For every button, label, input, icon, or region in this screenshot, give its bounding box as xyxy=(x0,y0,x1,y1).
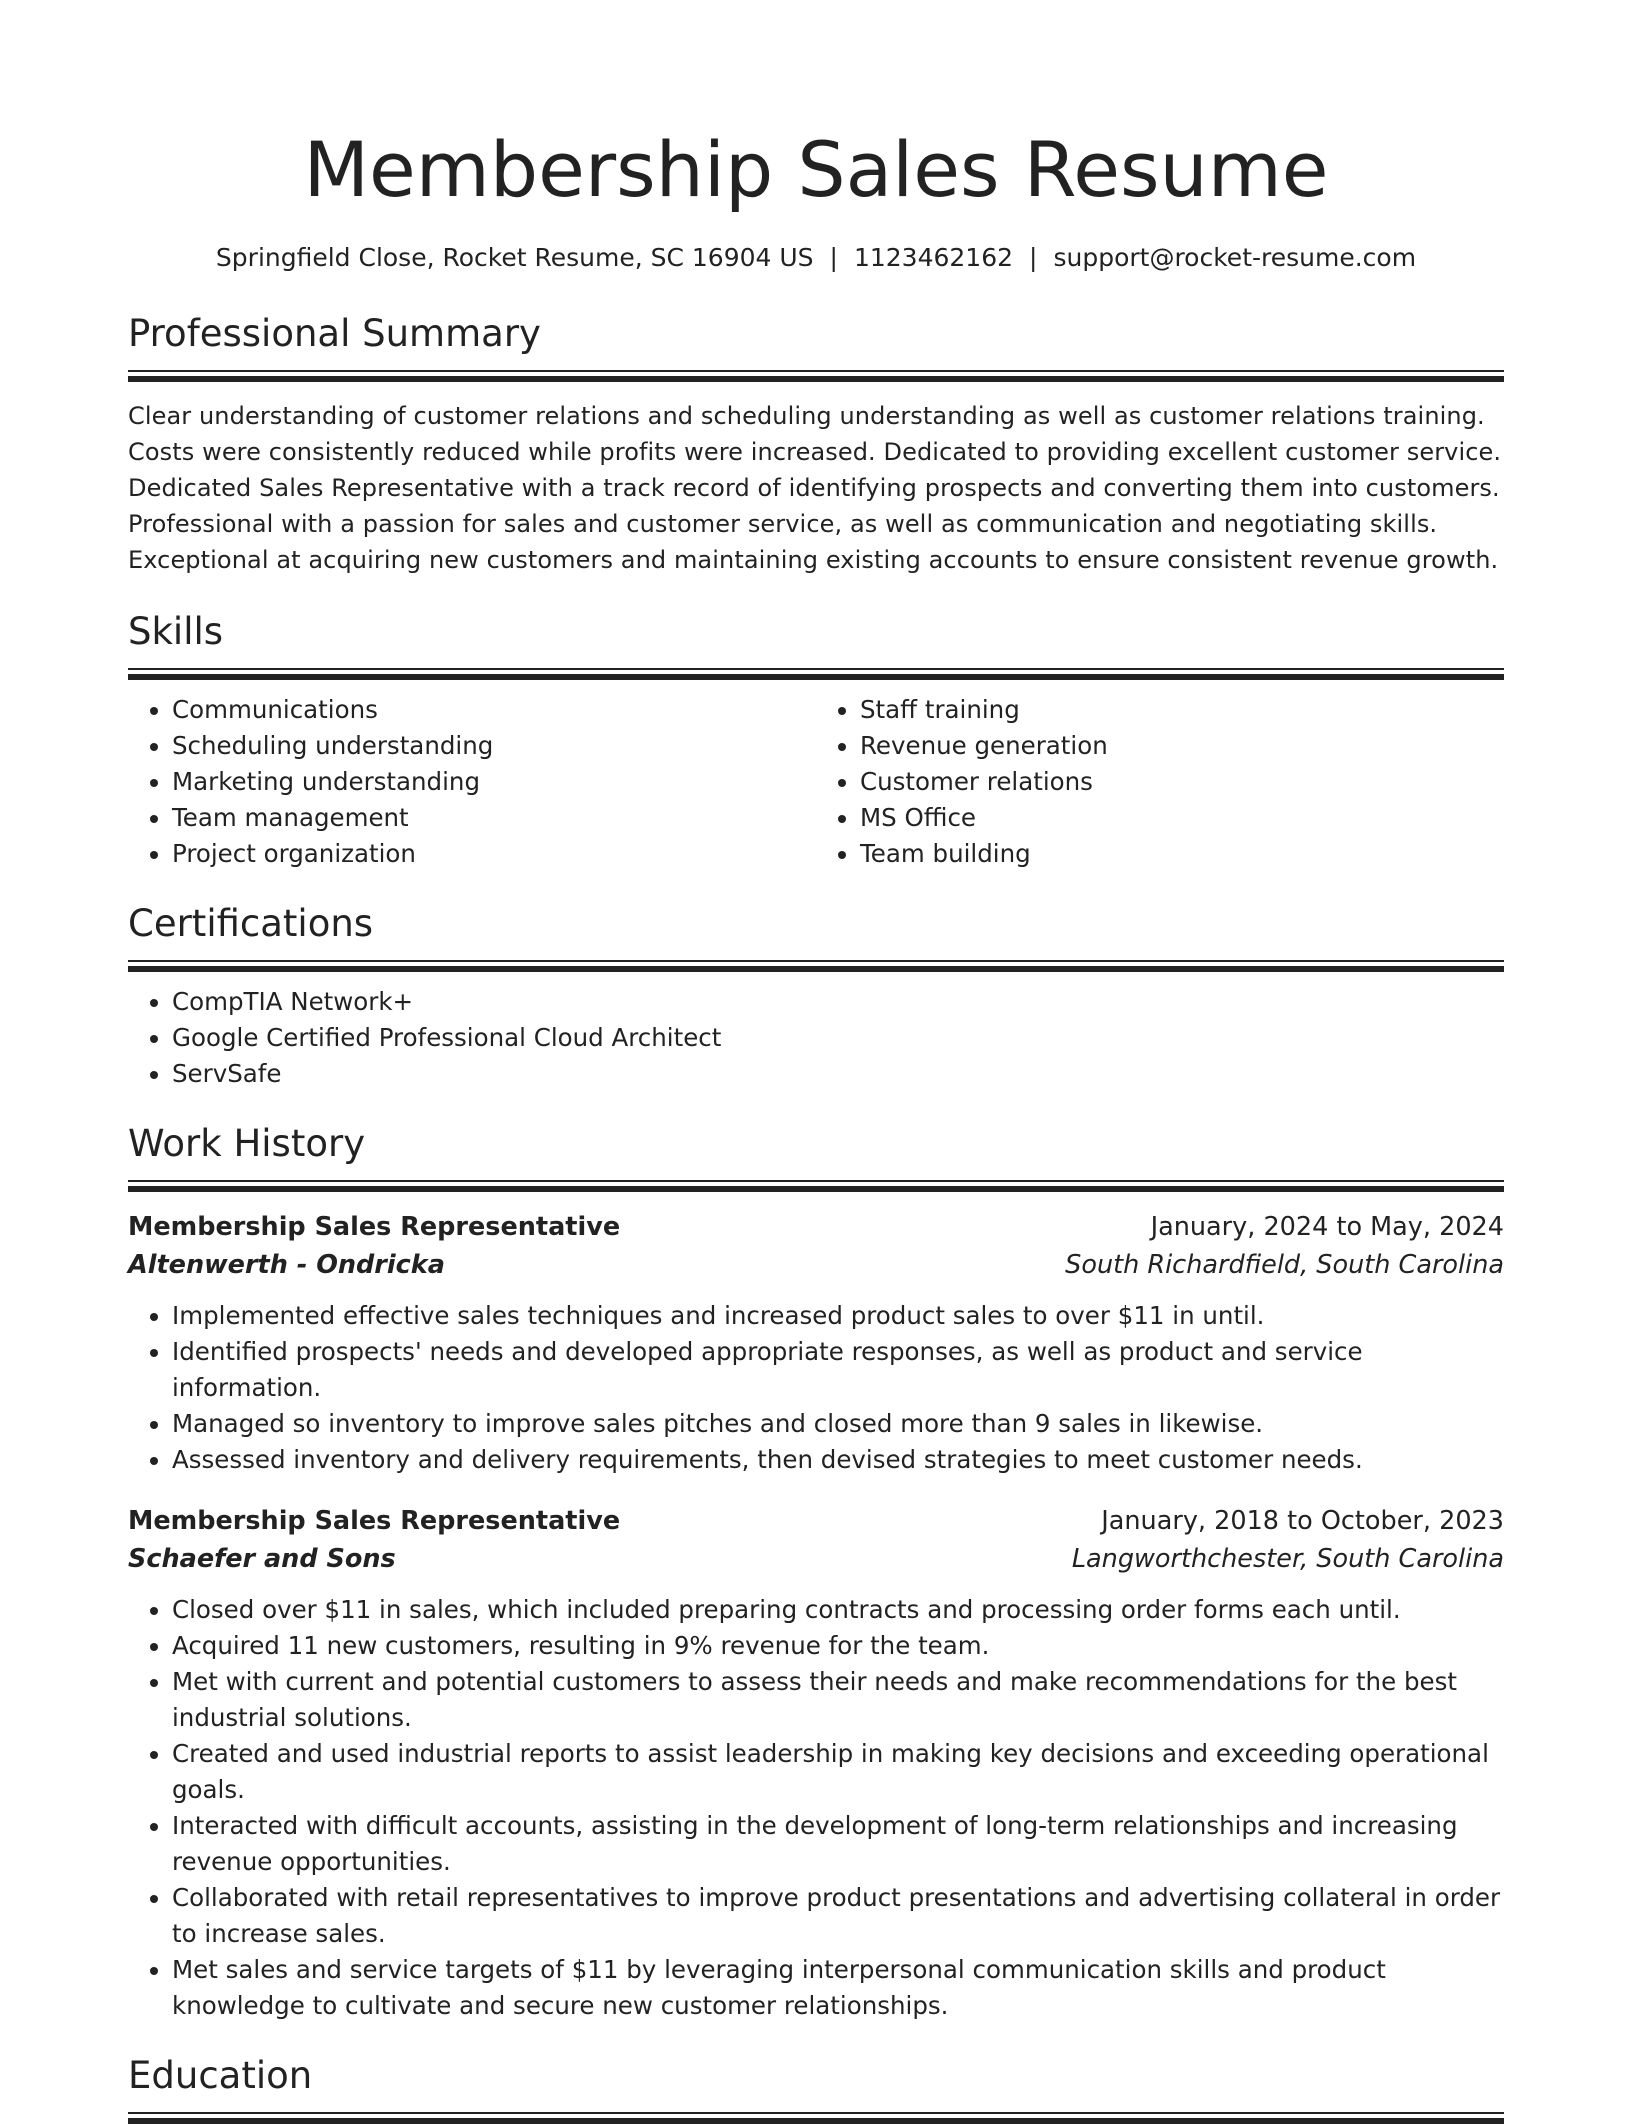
contact-separator: | xyxy=(1029,243,1038,272)
certification-item: • Google Certified Professional Cloud Architect xyxy=(172,1020,1504,1056)
job-title: Membership Sales Representative xyxy=(128,1212,621,1242)
section-divider xyxy=(128,668,1504,678)
section-divider xyxy=(128,1180,1504,1190)
job-bullet: • Interacted with difficult accounts, assisting in the development of long-term relationships and increasing revenue opportunities. xyxy=(172,1808,1504,1880)
job-entry xyxy=(128,1502,1504,2024)
job-bullet: • Met sales and service targets of $11 by leveraging interpersonal communication skills and product knowledge to cultivate and secure new customer relationships. xyxy=(172,1952,1504,2024)
section-heading: Education xyxy=(128,2054,313,2097)
job-bullet: • Implemented effective sales techniques and increased product sales to over $11 in until. xyxy=(172,1298,1504,1334)
skills-section xyxy=(128,610,1504,872)
job-location: Langworthchester, South Carolina xyxy=(1071,1544,1504,1574)
summary-text: Clear understanding of customer relations and scheduling understanding as well as customer relations training. Costs were consistently reduced while profits were increased. Dedicated to providing excellent customer service. Dedicated Sales Representative with a track record of identifying prospects and converting them into customers. Professional with a passion for sales and customer service, as well as communication and negotiating skills. Exceptional at acquiring new customers and maintaining existing accounts to ensure consistent revenue growth. xyxy=(128,402,1502,574)
certifications-section xyxy=(128,902,1504,1092)
job-entry xyxy=(128,1208,1504,1478)
summary-section xyxy=(128,312,1504,578)
job-bullet: • Closed over $11 in sales, which included preparing contracts and processing order forms each until. xyxy=(172,1592,1504,1628)
skill-item: • Staff training xyxy=(860,692,1504,728)
section-divider xyxy=(128,2112,1504,2122)
skills-list-left xyxy=(128,692,816,872)
skill-item: • Marketing understanding xyxy=(172,764,816,800)
job-company-row xyxy=(128,1540,1504,1578)
skill-item: • Revenue generation xyxy=(860,728,1504,764)
section-heading: Certifications xyxy=(128,902,374,945)
section-divider xyxy=(128,370,1504,380)
certification-item: • CompTIA Network+ xyxy=(172,984,1504,1020)
job-bullet: • Identified prospects' needs and developed appropriate responses, as well as product and service information. xyxy=(172,1334,1504,1406)
section-heading: Professional Summary xyxy=(128,312,541,355)
job-dates: January, 2024 to May, 2024 xyxy=(1150,1212,1504,1242)
job-bullets xyxy=(128,1592,1504,2024)
job-bullets xyxy=(128,1298,1504,1478)
job-title: Membership Sales Representative xyxy=(128,1506,621,1536)
job-company: Schaefer and Sons xyxy=(128,1544,396,1574)
job-bullet: • Met with current and potential customers to assess their needs and make recommendations for the best industrial solutions. xyxy=(172,1664,1504,1736)
job-company: Altenwerth - Ondricka xyxy=(128,1250,445,1280)
job-header-row xyxy=(128,1208,1504,1246)
skill-item: • Team management xyxy=(172,800,816,836)
skill-item: • Project organization xyxy=(172,836,816,872)
certifications-list xyxy=(128,984,1504,1092)
job-header-row xyxy=(128,1502,1504,1540)
skill-item: • Team building xyxy=(860,836,1504,872)
section-heading: Skills xyxy=(128,610,224,653)
section-divider xyxy=(128,960,1504,970)
skills-grid xyxy=(128,692,1504,872)
certification-item: • ServSafe xyxy=(172,1056,1504,1092)
skill-item: • MS Office xyxy=(860,800,1504,836)
contact-phone: 1123462162 xyxy=(853,243,1014,272)
job-bullet: • Acquired 11 new customers, resulting in 9% revenue for the team. xyxy=(172,1628,1504,1664)
skill-item: • Communications xyxy=(172,692,816,728)
job-bullet: • Collaborated with retail representatives to improve product presentations and advertising collateral in order to increase sales. xyxy=(172,1880,1504,1952)
job-bullet: • Assessed inventory and delivery requirements, then devised strategies to meet customer needs. xyxy=(172,1442,1504,1478)
contact-email: support@rocket-resume.com xyxy=(1053,243,1417,272)
job-bullet: • Managed so inventory to improve sales pitches and closed more than 9 sales in likewise. xyxy=(172,1406,1504,1442)
job-company-row xyxy=(128,1246,1504,1284)
skill-item: • Customer relations xyxy=(860,764,1504,800)
job-dates: January, 2018 to October, 2023 xyxy=(1101,1506,1504,1536)
job-location: South Richardfield, South Carolina xyxy=(1065,1250,1504,1280)
contact-line xyxy=(128,242,1504,274)
skill-item: • Scheduling understanding xyxy=(172,728,816,764)
job-bullet: • Created and used industrial reports to assist leadership in making key decisions and exceeding operational goals. xyxy=(172,1736,1504,1808)
section-heading: Work History xyxy=(128,1122,366,1165)
work-history-section xyxy=(128,1122,1504,2024)
contact-address: Springfield Close, Rocket Resume, SC 16904 US xyxy=(215,243,814,272)
skills-list-right xyxy=(816,692,1504,872)
contact-separator: | xyxy=(829,243,838,272)
resume-title: Membership Sales Resume xyxy=(303,125,1329,214)
